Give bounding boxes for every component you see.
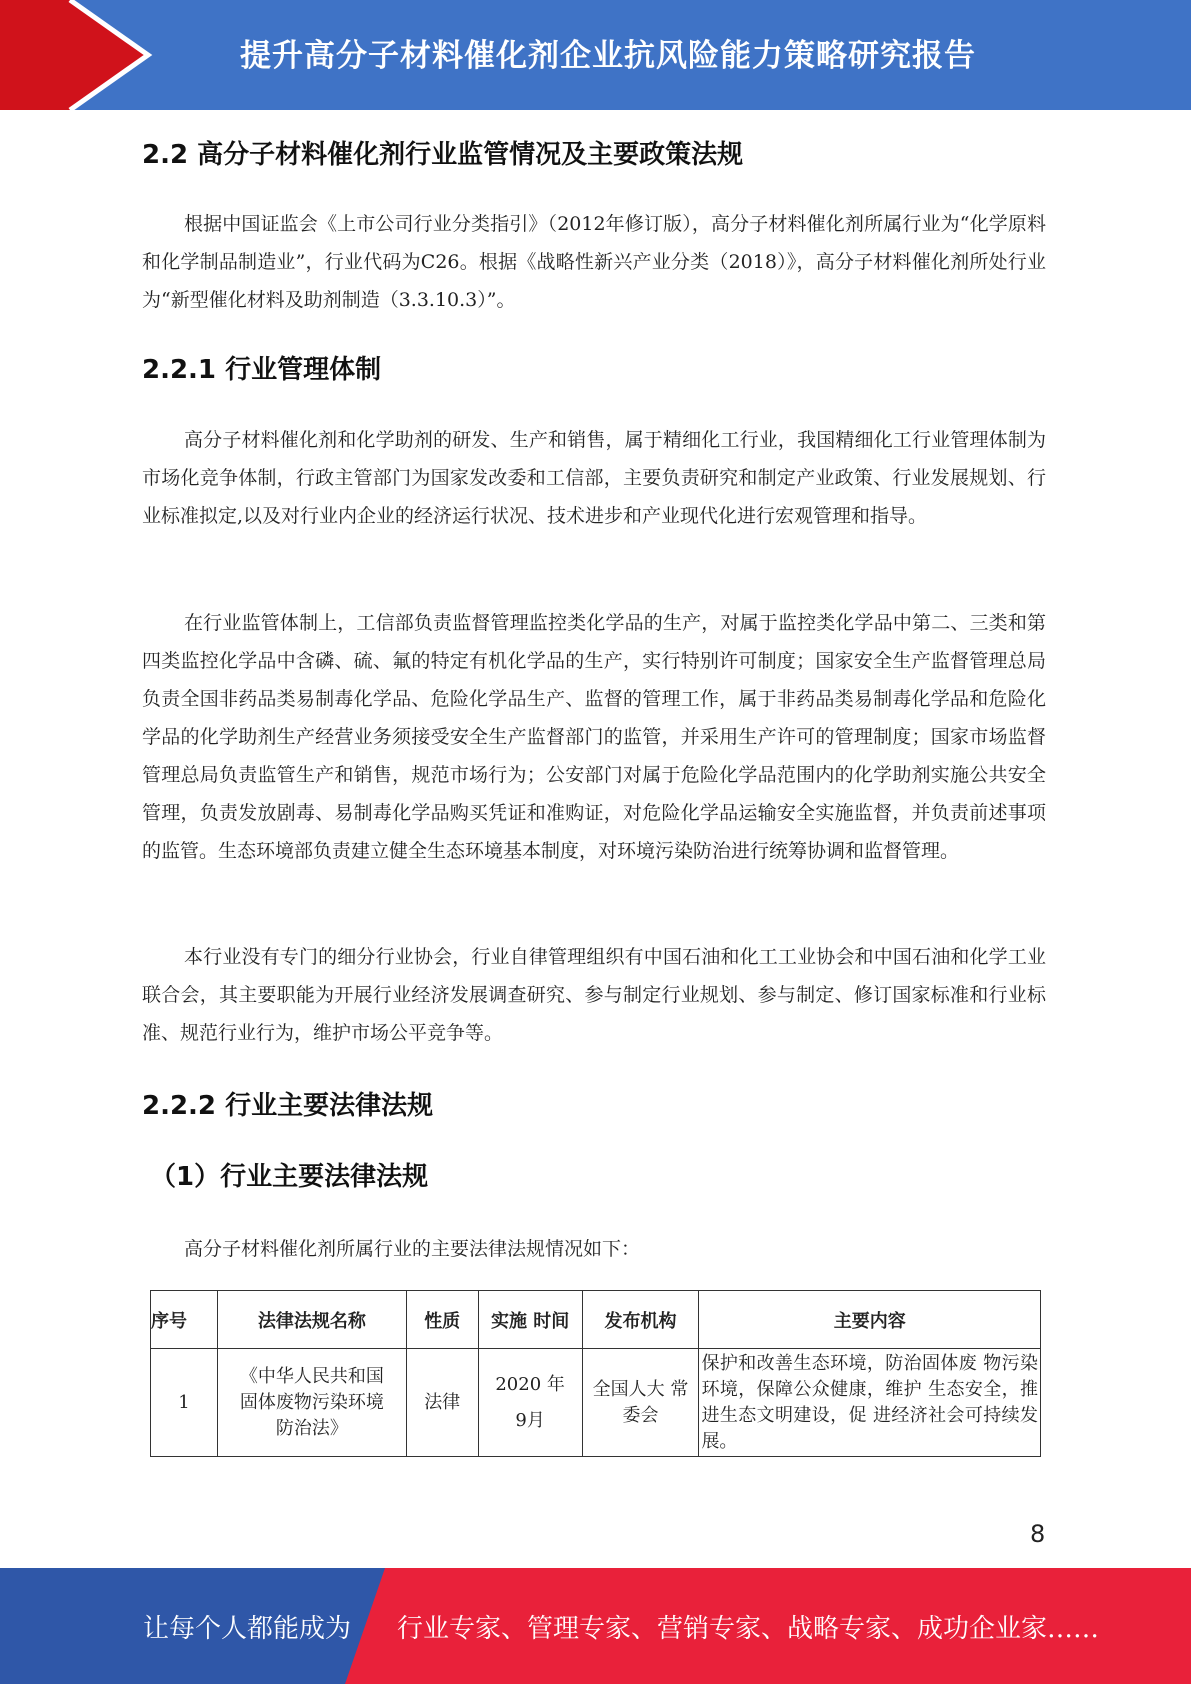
header-cell-org: 发布机构 — [582, 1291, 699, 1349]
footer-slogan-left: 让每个人都能成为 — [143, 1614, 352, 1644]
section-heading-2-2-2: 2.2.2 行业主要法律法规 — [142, 1091, 434, 1121]
cell-content: 保护和改善生态环境，防治固体废 物污染环境，保障公众健康，维护 生态安全，推进生态文明建设，促 进经济社会可持续发展。 — [699, 1349, 1041, 1457]
cell-org: 全国人大 常委会 — [582, 1349, 699, 1457]
header-cell-no: 序号 — [151, 1291, 218, 1349]
header-cell-content: 主要内容 — [699, 1291, 1041, 1349]
table-header-row — [151, 1291, 1041, 1349]
cell-type: 法律 — [406, 1349, 478, 1457]
header-cell-name: 法律法规名称 — [217, 1291, 406, 1349]
table-row — [151, 1349, 1041, 1457]
paragraph-regulatory-system: 在行业监管体制上，工信部负责监督管理监控类化学品的生产，对属于监控类化学品中第二、三类和第四类监控化学品中含磷、硫、氟的特定有机化学品的生产，实行特别许可制度；国家安全生产监督管理总局负责全国非药品类易制毒化学品、危险化学品生产、监督的管理工作，属于非药品类易制毒化学品和危险化学品的化学助剂生产经营业务须接受安全生产监督部门的监管，并采用生产许可的管理制度；国家市场监督管理总局负责监管生产和销售，规范市场行为；公安部门对属于危险化学品范围内的化学助剂实施公共安全管理，负责发放剧毒、易制毒化学品购买凭证和准购证，对危险化学品运输安全实施监督，并负责前述事项的监管。生态环境部负责建立健全生态环境基本制度，对环境污染防治进行统筹协调和监督管理。 — [142, 612, 1046, 862]
page-number: 8 — [1030, 1520, 1046, 1548]
paragraph-management-system: 高分子材料催化剂和化学助剂的研发、生产和销售，属于精细化工行业，我国精细化工行业管理体制为市场化竞争体制，行政主管部门为国家发改委和工信部，主要负责研究和制定产业政策、行业发展规划、行业标准拟定,以及对行业内企业的经济运行状况、技术进步和产业现代化进行宏观管理和指导。 — [142, 429, 1046, 527]
laws-intro: 高分子材料催化剂所属行业的主要法律法规情况如下： — [184, 1238, 641, 1260]
footer-slogan-right: 行业专家、管理专家、营销专家、战略专家、成功企业家…… — [397, 1614, 1100, 1644]
cell-no: 1 — [151, 1349, 218, 1457]
page-header — [0, 0, 1191, 110]
header-title: 提升高分子材料催化剂企业抗风险能力策略研究报告 — [240, 38, 976, 74]
header-cell-type: 性质 — [406, 1291, 478, 1349]
section-heading-2-2-1: 2.2.1 行业管理体制 — [142, 355, 382, 385]
paragraph-industry-association: 本行业没有专门的细分行业协会，行业自律管理组织有中国石油和化工工业协会和中国石油和化学工业联合会，其主要职能为开展行业经济发展调查研究、参与制定行业规划、参与制定、修订国家标准和行业标准、规范行业行为，维护市场公平竞争等。 — [142, 946, 1046, 1044]
page-footer — [0, 1568, 1191, 1684]
laws-table — [150, 1290, 1041, 1457]
section-2-2-intro: 根据中国证监会《上市公司行业分类指引》（2012年修订版），高分子材料催化剂所属行业为“化学原料和化学制品制造业”，行业代码为C26。根据《战略性新兴产业分类（2018）》，高分子材料催化剂所处行业为“新型催化材料及助剂制造（3.3.10.3）”。 — [142, 213, 1046, 311]
header-cell-date: 实施 时间 — [478, 1291, 582, 1349]
table-page-break — [148, 1458, 1048, 1468]
section-heading-2-2: 2.2 高分子材料催化剂行业监管情况及主要政策法规 — [142, 140, 744, 170]
subsection-heading-laws: （1）行业主要法律法规 — [150, 1162, 429, 1192]
cell-date: 2020 年 9月 — [478, 1349, 582, 1457]
cell-law-name: 《中华人民共和国固体废物污染环境防治法》 — [217, 1349, 406, 1457]
